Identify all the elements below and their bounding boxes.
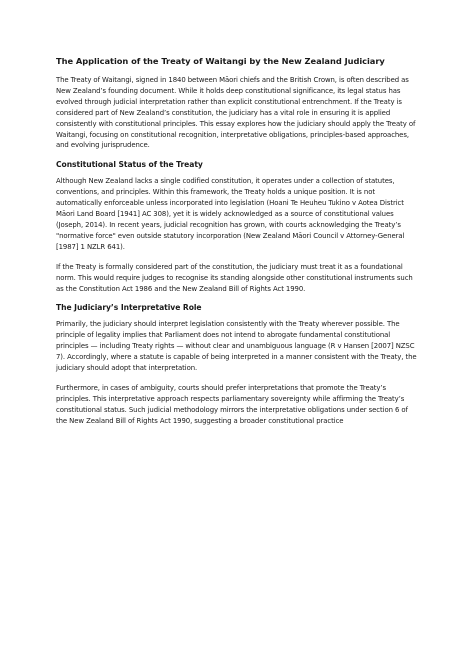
document-title: The Application of the Treaty of Waitangi by the New Zealand Judiciary (56, 56, 385, 66)
paragraph-constitutional-status-2: If the Treaty is formally considered part of the constitution, the judiciary must treat it as a foundational norm. This would require judges to recognise its standing alongside other constitutional instruments such as the Constitution Act 1986 and the New Zealand Bill of Rights Act 1990. (56, 262, 413, 293)
intro-paragraph: The Treaty of Waitangi, signed in 1840 between Māori chiefs and the British Crown, is often described as New Zealand’s founding document. While it holds deep constitutional significance, its legal status has evolved through judicial interpretation rather than explicit constitutional entrenchment. If the Treaty is considered part of New Zealand’s constitution, the judiciary has a vital role in ensuring it is applied consistently with constitutional principles. This essay explores how the judiciary should apply the Treaty of Waitangi, focusing on constitutional recognition, interpretative obligations, principles-based approaches, and evolving jurisprudence. (56, 76, 416, 150)
paragraph-interpretative-role-2: Furthermore, in cases of ambiguity, courts should prefer interpretations that promote the Treaty’s principles. This interpretative approach respects parliamentary sovereignty while affirming the Treaty’s constitutional status. Such judicial methodology mirrors the interpretative obligations under section 6 of the New Zealand Bill of Rights Act 1990, suggesting a broader constitutional practice (56, 383, 408, 425)
paragraph-interpretative-role-1: Primarily, the judiciary should interpret legislation consistently with the Treaty wherever possible. The principle of legality implies that Parliament does not intend to abrogate fundamental constitutional principles — including Treaty rights — without clear and unambiguous language (R v Hansen [2007] NZSC 7). Accordingly, where a statute is capable of being interpreted in a manner consistent with the Treaty, the judiciary should adopt that interpretation. (56, 320, 417, 373)
section-heading-interpretative-role: The Judiciary’s Interpretative Role (56, 303, 202, 313)
document-page (56, 56, 420, 427)
paragraph-constitutional-status-1: Although New Zealand lacks a single codified constitution, it operates under a collection of statutes, conventions, and principles. Within this framework, the Treaty holds a unique position. It is not automatically enforceable unless incorporated into legislation (Hoani Te Heuheu Tukino v Aotea District Māori Land Board [1941] AC 308), yet it is widely acknowledged as a source of constitutional values (Joseph, 2014). In recent years, judicial recognition has grown, with courts acknowledging the Treaty’s "normative force" even outside statutory incorporation (New Zealand Māori Council v Attorney-General [1987] 1 NZLR 641). (56, 177, 405, 251)
section-heading-constitutional-status: Constitutional Status of the Treaty (56, 160, 203, 170)
